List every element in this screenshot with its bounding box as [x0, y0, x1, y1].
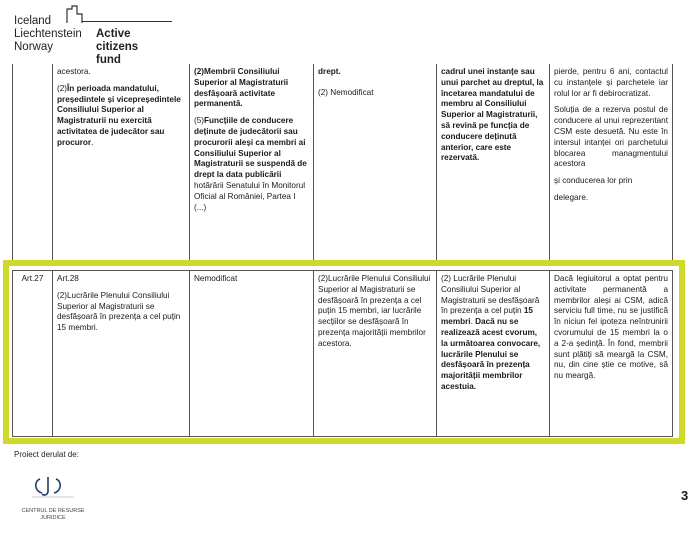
table-row: [13, 64, 673, 260]
cell-proposed-text: (2)Membrii Consiliului Superior al Magistraturii desfășoară activitate permanentă. (5)Funcțiile de conducere deținute de judecătorii sau procurorii aleși ca membri ai Consiliului Superior al Magistraturii se suspendă de drept la data publicării hotărârii Senatului în Monitorul Oficial al României, Partea I (...): [190, 64, 314, 260]
eea-norway-grants-logo: [14, 4, 164, 66]
cell-proposed-text: Nemodificat: [190, 271, 314, 437]
logo-countries: Iceland Liechtenstein Norway: [14, 15, 82, 53]
cell-amendment: (2)Lucrările Plenului Consiliului Superior al Magistraturii se desfășoară în prezența a cel puțin 15 membri, iar lucrările secțiilor se desfășoară în prezența majorității membrilor acestora.: [314, 271, 437, 437]
table-row: [13, 271, 673, 437]
cell-motivation: Dacă legiuitorul a optat pentru activitate permanentă a membrilor aleși ai CSM, adică serviciu full time, nu se justifică în niciun fel ipoteza neîntrunirii cvorumului de 15 membri la o a 2-a ședință. În fond, membrii sunt plătiți să meargă la CSM, nu, din cine știe ce motive, să nu meargă.: [550, 271, 673, 437]
comparison-table-highlighted: [12, 270, 673, 437]
project-label: Proiect derulat de:: [14, 450, 79, 459]
cell-motivation: pierde, pentru 6 ani, contactul cu instanțele și parchetele iar rolul lor ar fi debirocratizat. Soluția de a rezerva postul de conducere al unui reprezentant CSM este desuetă. Nu este în intersul intanței ori parchetului blocarea managmentului acestora și conducerea lor prin delegare.: [550, 64, 673, 260]
cell-article: Art.27: [13, 271, 53, 437]
comparison-table-top: [12, 64, 673, 261]
cell-crj-proposal: (2) Lucrările Plenului Consiliului Superior al Magistraturii se desfășoară în prezența a cel puțin 15 membri. Dacă nu se realizează acest cvorum, la următoarea convocare, lucrările Plenului se desfășoară în prezența majorității membrilor acestuia.: [437, 271, 550, 437]
page-number: 3: [681, 488, 689, 503]
logo-fund-name: Active citizens fund: [96, 28, 139, 66]
cell-amendment: drept. (2) Nemodificat: [314, 64, 437, 260]
crj-logo: [18, 475, 88, 522]
crj-org-name: CENTRUL DE RESURSE JURIDICE: [21, 508, 85, 521]
logo-rule: [82, 21, 172, 22]
cell-current-law: Art.28 (2)Lucrările Plenului Consiliului Superior al Magistraturii se desfășoară în prezența a cel puțin 15 membri.: [53, 271, 190, 437]
crj-emblem-icon: [18, 475, 88, 501]
cell-article: [13, 64, 53, 260]
cell-current-law: acestora. (2)În perioada mandatului, președintele și vicepreședintele Consiliului Superior al Magistraturii nu exercită activitatea de judecător sau procuror.: [53, 64, 190, 260]
cell-crj-proposal: cadrul unei instanțe sau unui parchet au dreptul, la încetarea mandatului de membru al Consiliului Superior al Magistraturii, să revină pe funcția de conducere deținută anterior, care este rezervată.: [437, 64, 550, 260]
